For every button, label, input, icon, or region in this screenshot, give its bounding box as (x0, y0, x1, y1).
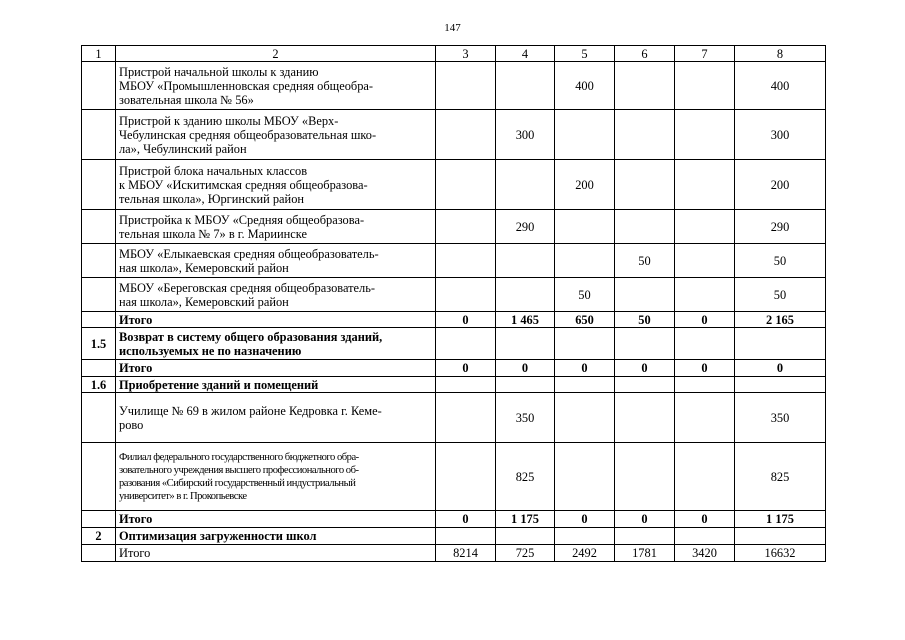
cell-col3 (436, 62, 496, 110)
cell-col4: 290 (496, 210, 555, 244)
cell-col6 (615, 393, 675, 443)
page-number: 147 (444, 22, 461, 34)
cell-col7: 0 (675, 511, 735, 528)
cell-col4 (496, 278, 555, 312)
cell-col3 (436, 443, 496, 511)
cell-col7 (675, 443, 735, 511)
cell-col3 (436, 278, 496, 312)
row-name: МБОУ «Елыкаевская средняя общеобразователь- ная школа», Кемеровский район (116, 244, 436, 278)
row-number (82, 360, 116, 377)
cell-col4 (496, 160, 555, 210)
cell-col5 (555, 110, 615, 160)
cell-col3 (436, 210, 496, 244)
table-row (82, 160, 826, 210)
cell-col6 (615, 110, 675, 160)
cell-col3 (436, 328, 496, 360)
cell-col7 (675, 210, 735, 244)
cell-col4 (496, 377, 555, 393)
section-row (82, 377, 826, 393)
row-number (82, 110, 116, 160)
cell-col7 (675, 528, 735, 545)
row-name: Пристрой к зданию школы МБОУ «Верх- Чебулинская средняя общеобразовательная шко- ла», Чебулинский район (116, 110, 436, 160)
cell-col5: 2492 (555, 545, 615, 562)
table-row (82, 278, 826, 312)
cell-col3 (436, 110, 496, 160)
cell-col6: 0 (615, 511, 675, 528)
cell-col7 (675, 244, 735, 278)
cell-col8: 50 (735, 278, 826, 312)
cell-col3 (436, 393, 496, 443)
cell-col8: 350 (735, 393, 826, 443)
cell-col8 (735, 528, 826, 545)
table-row (82, 393, 826, 443)
cell-col3: 0 (436, 511, 496, 528)
cell-col5: 650 (555, 312, 615, 328)
section-row (82, 528, 826, 545)
cell-col5 (555, 210, 615, 244)
table-body (82, 46, 826, 562)
cell-col5: 200 (555, 160, 615, 210)
row-name: Итого (116, 360, 436, 377)
total-row (82, 511, 826, 528)
row-name: Училище № 69 в жилом районе Кедровка г. Кеме- рово (116, 393, 436, 443)
row-name: Итого (116, 545, 436, 562)
row-name: Итого (116, 312, 436, 328)
cell-col5: 0 (555, 360, 615, 377)
cell-col7 (675, 278, 735, 312)
cell-col8: 16632 (735, 545, 826, 562)
row-number (82, 244, 116, 278)
total-row (82, 312, 826, 328)
row-name: Пристройка к МБОУ «Средняя общеобразова- тельная школа № 7» в г. Мариинске (116, 210, 436, 244)
cell-col8: 825 (735, 443, 826, 511)
column-header: 3 (436, 46, 496, 62)
cell-col6 (615, 278, 675, 312)
cell-col4: 725 (496, 545, 555, 562)
row-number (82, 160, 116, 210)
table-row (82, 210, 826, 244)
budget-table (81, 45, 826, 562)
cell-col3 (436, 377, 496, 393)
row-number: 1.6 (82, 377, 116, 393)
column-header: 2 (116, 46, 436, 62)
cell-col5 (555, 393, 615, 443)
cell-col8: 300 (735, 110, 826, 160)
cell-col3 (436, 528, 496, 545)
row-name: Возврат в систему общего образования зданий, используемых не по назначению (116, 328, 436, 360)
cell-col8 (735, 328, 826, 360)
cell-col3 (436, 244, 496, 278)
table-row (82, 62, 826, 110)
cell-col4: 300 (496, 110, 555, 160)
cell-col4: 825 (496, 443, 555, 511)
cell-col3: 8214 (436, 545, 496, 562)
cell-col8: 1 175 (735, 511, 826, 528)
row-number (82, 210, 116, 244)
cell-col4 (496, 328, 555, 360)
total-row (82, 545, 826, 562)
cell-col4 (496, 528, 555, 545)
cell-col3: 0 (436, 312, 496, 328)
row-name: Филиал федерального государственного бюджетного обра- зовательного учреждения высшего профессионального об- разования «Сибирский государственный индустриальный университет» в г. Прокопьевске (116, 443, 436, 511)
cell-col8: 0 (735, 360, 826, 377)
cell-col7 (675, 393, 735, 443)
cell-col5 (555, 377, 615, 393)
column-header: 7 (675, 46, 735, 62)
cell-col6: 1781 (615, 545, 675, 562)
cell-col4: 1 175 (496, 511, 555, 528)
cell-col8: 200 (735, 160, 826, 210)
cell-col5 (555, 244, 615, 278)
row-name: Приобретение зданий и помещений (116, 377, 436, 393)
cell-col6 (615, 377, 675, 393)
row-name: Итого (116, 511, 436, 528)
cell-col8: 290 (735, 210, 826, 244)
cell-col8: 400 (735, 62, 826, 110)
cell-col6: 50 (615, 312, 675, 328)
cell-col6 (615, 443, 675, 511)
row-number (82, 545, 116, 562)
row-number (82, 278, 116, 312)
cell-col6 (615, 160, 675, 210)
cell-col4: 350 (496, 393, 555, 443)
column-header: 8 (735, 46, 826, 62)
cell-col8: 2 165 (735, 312, 826, 328)
row-number: 1.5 (82, 328, 116, 360)
cell-col7: 3420 (675, 545, 735, 562)
cell-col5 (555, 528, 615, 545)
cell-col6 (615, 328, 675, 360)
cell-col7 (675, 328, 735, 360)
table-row (82, 443, 826, 511)
total-row (82, 360, 826, 377)
cell-col4 (496, 62, 555, 110)
cell-col7: 0 (675, 360, 735, 377)
cell-col8: 50 (735, 244, 826, 278)
cell-col7: 0 (675, 312, 735, 328)
cell-col6 (615, 210, 675, 244)
section-row (82, 328, 826, 360)
column-header: 1 (82, 46, 116, 62)
cell-col6 (615, 62, 675, 110)
row-name: Пристрой блока начальных классов к МБОУ «Искитимская средняя общеобразова- тельная школа», Юргинский район (116, 160, 436, 210)
cell-col3 (436, 160, 496, 210)
column-header-row (82, 46, 826, 62)
cell-col5 (555, 328, 615, 360)
row-name: МБОУ «Береговская средняя общеобразователь- ная школа», Кемеровский район (116, 278, 436, 312)
table-row (82, 244, 826, 278)
table-row (82, 110, 826, 160)
row-number (82, 511, 116, 528)
cell-col5: 50 (555, 278, 615, 312)
cell-col7 (675, 62, 735, 110)
cell-col7 (675, 377, 735, 393)
cell-col6 (615, 528, 675, 545)
row-name: Оптимизация загруженности школ (116, 528, 436, 545)
row-number (82, 393, 116, 443)
row-number (82, 62, 116, 110)
row-number (82, 312, 116, 328)
cell-col3: 0 (436, 360, 496, 377)
cell-col5: 0 (555, 511, 615, 528)
column-header: 6 (615, 46, 675, 62)
cell-col6: 50 (615, 244, 675, 278)
row-number (82, 443, 116, 511)
cell-col7 (675, 160, 735, 210)
cell-col4 (496, 244, 555, 278)
cell-col8 (735, 377, 826, 393)
column-header: 5 (555, 46, 615, 62)
cell-col4: 1 465 (496, 312, 555, 328)
row-name: Пристрой начальной школы к зданию МБОУ «Промышленновская средняя общеобра- зовательная школа № 56» (116, 62, 436, 110)
cell-col5 (555, 443, 615, 511)
cell-col7 (675, 110, 735, 160)
cell-col4: 0 (496, 360, 555, 377)
row-number: 2 (82, 528, 116, 545)
cell-col5: 400 (555, 62, 615, 110)
column-header: 4 (496, 46, 555, 62)
cell-col6: 0 (615, 360, 675, 377)
